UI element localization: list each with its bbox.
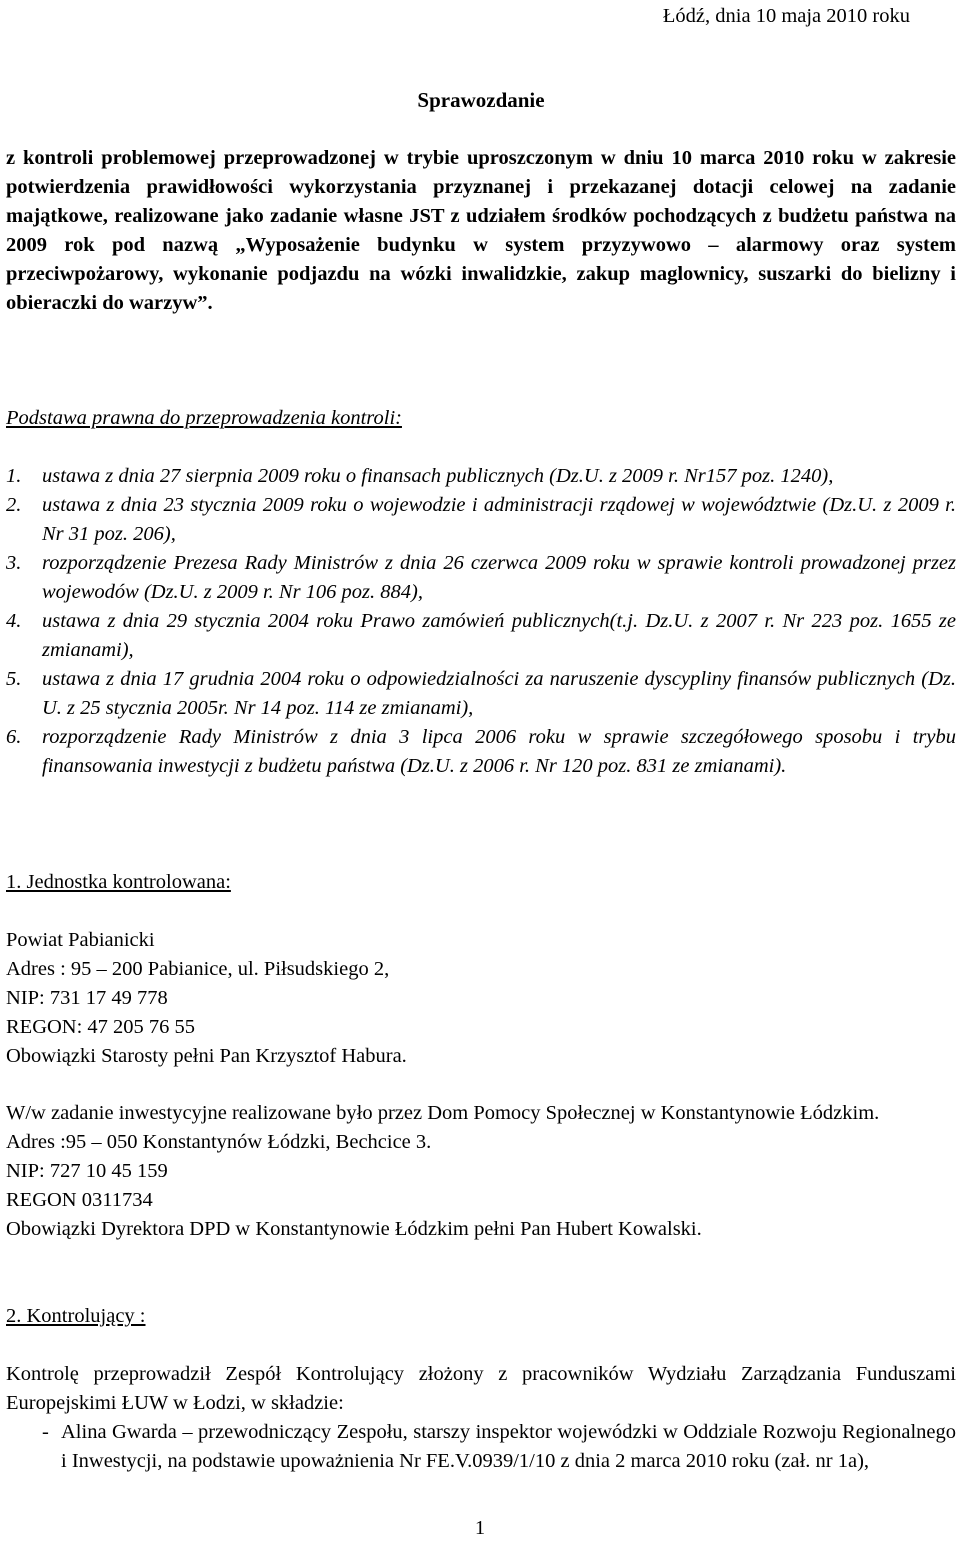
section1-heading: 1. Jednostka kontrolowana: bbox=[6, 871, 231, 893]
legal-basis-item bbox=[6, 723, 956, 781]
task-executor-block bbox=[6, 1099, 956, 1244]
inspectors-list bbox=[6, 1418, 956, 1476]
section2-heading: 2. Kontrolujący : bbox=[6, 1305, 146, 1327]
controlled-entity-block bbox=[6, 926, 956, 1071]
legal-basis-item bbox=[6, 491, 956, 549]
inspectors-intro: Kontrolę przeprowadził Zespół Kontrolujący złożony z pracowników Wydziału Zarządzania Funduszami Europejskimi ŁUW w Łodzi, w składzie: bbox=[6, 1363, 956, 1414]
inspector-text: Alina Gwarda – przewodniczący Zespołu, starszy inspektor wojewódzki w Oddziale Rozwoju Regionalnego i Inwestycji, na podstawie upoważnienia Nr FE.V.0939/1/10 z dnia 2 marca 2010 roku (zał. nr 1a), bbox=[61, 1421, 956, 1472]
item-number: 3. bbox=[6, 552, 22, 574]
document-title: Sprawozdanie bbox=[417, 88, 545, 112]
item-text: ustawa z dnia 23 stycznia 2009 roku o wojewodzie i administracji rządowej w województwie (Dz.U. z 2009 r. Nr 31 poz. 206), bbox=[42, 494, 956, 545]
entity-line: Adres : 95 – 200 Pabianice, ul. Piłsudskiego 2, bbox=[6, 958, 390, 980]
task-line: REGON 0311734 bbox=[6, 1189, 153, 1211]
item-number: 5. bbox=[6, 668, 22, 690]
item-text: rozporządzenie Prezesa Rady Ministrów z dnia 26 czerwca 2009 roku w sprawie kontroli prowadzonej przez wojewodów (Dz.U. z 2009 r. Nr 106 poz. 884), bbox=[42, 552, 956, 603]
task-line: NIP: 727 10 45 159 bbox=[6, 1160, 168, 1182]
item-text: ustawa z dnia 17 grudnia 2004 roku o odpowiedzialności za naruszenie dyscypliny finansów publicznych (Dz. U. z 25 stycznia 2005r. Nr 14 poz. 114 ze zmianami), bbox=[42, 668, 956, 719]
item-number: 6. bbox=[6, 726, 22, 748]
legal-basis-item bbox=[6, 462, 956, 491]
document-date: Łódź, dnia 10 maja 2010 roku bbox=[662, 5, 910, 27]
item-number: 2. bbox=[6, 494, 22, 516]
entity-line: Obowiązki Starosty pełni Pan Krzysztof Habura. bbox=[6, 1045, 407, 1067]
task-line: Obowiązki Dyrektora DPD w Konstantynowie Łódzkim pełni Pan Hubert Kowalski. bbox=[6, 1218, 702, 1240]
report-subject: z kontroli problemowej przeprowadzonej w trybie uproszczonym w dniu 10 marca 2010 roku w zakresie potwierdzenia prawidłowości wykorzystania przyznanej i przekazanej dotacji celowej na zadanie majątkowe, realizowane jako zadanie własne JST z udziałem środków pochodzących z budżetu państwa na 2009 rok pod nazwą „Wyposażenie budynku w system przyzywowo – alarmowy oraz system przeciwpożarowy, wykonanie podjazdu na wózki inwalidzkie, zakup maglownicy, suszarki do bielizny i obieraczki do warzyw”. bbox=[6, 147, 956, 314]
page-number: 1 bbox=[474, 1517, 486, 1539]
list-dash: - bbox=[42, 1421, 49, 1443]
item-number: 1. bbox=[6, 465, 22, 487]
entity-line: Powiat Pabianicki bbox=[6, 929, 155, 951]
legal-basis-item bbox=[6, 607, 956, 665]
item-text: rozporządzenie Rady Ministrów z dnia 3 lipca 2006 roku w sprawie szczegółowego sposobu i trybu finansowania inwestycji z budżetu państwa (Dz.U. z 2006 r. Nr 120 poz. 831 ze zmianami). bbox=[42, 726, 956, 777]
task-line: Adres :95 – 050 Konstantynów Łódzki, Bechcice 3. bbox=[6, 1131, 432, 1153]
legal-basis-title: Podstawa prawna do przeprowadzenia kontroli: bbox=[6, 407, 402, 429]
task-intro: W/w zadanie inwestycyjne realizowane było przez Dom Pomocy Społecznej w Konstantynowie Łódzkim. bbox=[6, 1102, 880, 1124]
item-text: ustawa z dnia 29 stycznia 2004 roku Prawo zamówień publicznych(t.j. Dz.U. z 2007 r. Nr 223 poz. 1655 ze zmianami), bbox=[42, 610, 956, 661]
item-number: 4. bbox=[6, 610, 22, 632]
legal-basis-item bbox=[6, 665, 956, 723]
legal-basis-list bbox=[6, 462, 956, 781]
entity-line: NIP: 731 17 49 778 bbox=[6, 987, 168, 1009]
item-text: ustawa z dnia 27 sierpnia 2009 roku o finansach publicznych (Dz.U. z 2009 r. Nr157 poz. 1240), bbox=[42, 465, 834, 487]
inspector-item bbox=[6, 1418, 956, 1476]
inspectors-block bbox=[6, 1360, 956, 1476]
entity-line: REGON: 47 205 76 55 bbox=[6, 1016, 196, 1038]
legal-basis-item bbox=[6, 549, 956, 607]
